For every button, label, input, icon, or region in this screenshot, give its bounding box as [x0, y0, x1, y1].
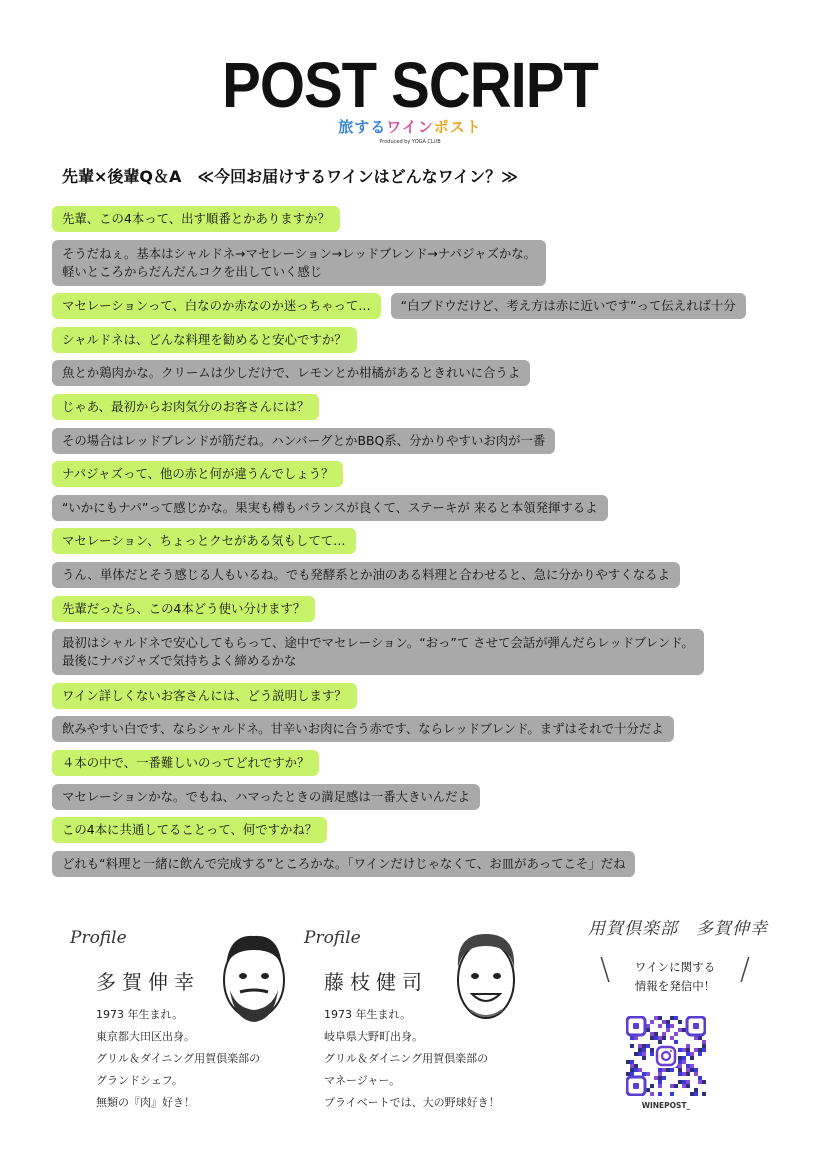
question-row [52, 394, 812, 420]
question-bubble: シャルドネは、どんな料理を勧めると安心ですか？ [52, 327, 357, 353]
handwritten-signature: 用賀倶楽部 多賀伸幸 [588, 919, 768, 939]
question-bubble: ナパジャズって、他の赤と何が違うんでしょう？ [52, 461, 343, 487]
question-bubble: ワイン詳しくないお客さんには、どう説明します？ [52, 683, 357, 709]
section-title: 先輩×後輩Q＆A ≪今回お届けするワインはどんなワイン？≫ [62, 167, 518, 186]
question-bubble: ４本の中で、一番難しいのってどれですか？ [52, 750, 319, 776]
question-bubble: この4本に共通してることって、何ですかね？ [52, 817, 327, 843]
qr-label: WINEPOST_ [641, 1101, 691, 1110]
brand-header [0, 49, 820, 145]
answer-bubble: うん、単体だとそう感じる人もいるね。でも発酵系とか油のある料理と合わせると、急に分かりやすくなるよ [52, 562, 680, 588]
answer-bubble: 飲みやすい白です、ならシャルドネ。甘辛いお肉に合う赤です、ならレッドブレンド。まずはそれで十分だよ [52, 716, 674, 742]
answer-row [52, 428, 812, 454]
answer-row [52, 851, 812, 877]
question-row [52, 461, 812, 487]
qa-chat [52, 206, 812, 884]
question-row [52, 596, 812, 622]
qr-code-icon[interactable] [626, 1016, 706, 1096]
profile-line: グリル＆ダイニング用賀倶楽部の [96, 1052, 261, 1065]
question-row [52, 683, 812, 709]
profile-line: 1973 年生まれ。 [324, 1008, 412, 1021]
brand-sub-part: ポスト [433, 118, 482, 136]
profile-line: 岐阜県大野町出身。 [324, 1030, 423, 1043]
question-row [52, 327, 812, 353]
profile-line: グランドシェフ。 [96, 1074, 183, 1087]
brand-title: POST SCRIPT [222, 49, 598, 122]
question-row [52, 817, 812, 843]
profile-line: マネージャー。 [324, 1074, 401, 1087]
answer-bubble [52, 629, 704, 675]
profile-line: 無類の『肉』好き！ [96, 1096, 195, 1109]
profile-line: 1973 年生まれ。 [96, 1008, 184, 1021]
decor-slash: \ [600, 952, 611, 987]
profile-line: 東京都大田区出身。 [96, 1030, 195, 1043]
question-row [52, 206, 812, 232]
answer-bubble: 魚とか鶏肉かな。クリームは少しだけで、レモンとか柑橘があるときれいに合うよ [52, 360, 530, 386]
question-row [52, 528, 812, 554]
profile-script-label: Profile [70, 928, 127, 948]
answer-bubble: どれも“料理と一緒に飲んで完成する”ところかな。「ワインだけじゃなくて、お皿があってこそ」だね [52, 851, 635, 877]
manager-portrait-illustration [446, 926, 526, 1030]
answer-row [52, 360, 812, 386]
chef-portrait-illustration [212, 928, 296, 1032]
cta-line: ワインに関する [634, 960, 716, 974]
question-bubble: マセレーションって、白なのか赤なのか迷っちゃって… [52, 293, 381, 319]
profile-name: 藤枝健司 [324, 970, 428, 994]
answer-row [52, 716, 812, 742]
answer-row [52, 629, 812, 675]
answer-row [52, 784, 812, 810]
answer-line: 軽いところからだんだんコクを出していく感じ [62, 263, 323, 279]
question-row [52, 750, 812, 776]
answer-row [52, 562, 812, 588]
question-bubble: 先輩だったら、この4本どう使い分けます？ [52, 596, 315, 622]
profile-script-label: Profile [304, 928, 361, 948]
answer-bubble: その場合はレッドブレンドが筋だね。ハンバーグとかBBQ系、分かりやすいお肉が一番 [52, 428, 555, 454]
answer-row [52, 240, 812, 286]
profile-name: 多賀伸幸 [96, 970, 200, 994]
answer-bubble: “白ブドウだけど、考え方は赤に近いです”って伝えれば十分 [391, 293, 746, 319]
question-bubble: 先輩、この4本って、出す順番とかありますか？ [52, 206, 340, 232]
brand-sub-part: ワイン [386, 118, 434, 136]
answer-bubble: マセレーションかな。でもね、ハマったときの満足感は一番大きいんだよ [52, 784, 480, 810]
question-bubble: じゃあ、最初からお肉気分のお客さんには？ [52, 394, 319, 420]
answer-bubble: “いかにもナパ”って感じかな。果実も樽もバランスが良くて、ステーキが 来ると本領発揮するよ [52, 495, 608, 521]
brand-produced-by: Produced by YOGA CLUB [379, 139, 441, 145]
profile-line: プライベートでは、大の野球好き！ [324, 1096, 500, 1109]
answer-bubble [52, 240, 546, 286]
question-row [52, 293, 812, 319]
answer-line: そうだねぇ。基本はシャルドネ→マセレーション→レッドブレンド→ナパジャズかな。 [62, 245, 537, 261]
answer-line: 最初はシャルドネで安心してもらって、途中でマセレーション。“おっ”て させて会話が弾んだらレッドブレンド。 [62, 635, 694, 651]
answer-row [52, 495, 812, 521]
decor-slash: / [739, 952, 750, 987]
profile-line: グリル＆ダイニング用賀倶楽部の [324, 1052, 489, 1065]
social-cta [600, 952, 750, 996]
question-bubble: マセレーション、ちょっとクセがある気もしてて… [52, 528, 356, 554]
brand-sub-part: 旅する [338, 118, 387, 136]
cta-line: 情報を発信中！ [634, 979, 716, 993]
answer-line: 最後にナパジャズで気持ちよく締めるかな [62, 653, 297, 669]
